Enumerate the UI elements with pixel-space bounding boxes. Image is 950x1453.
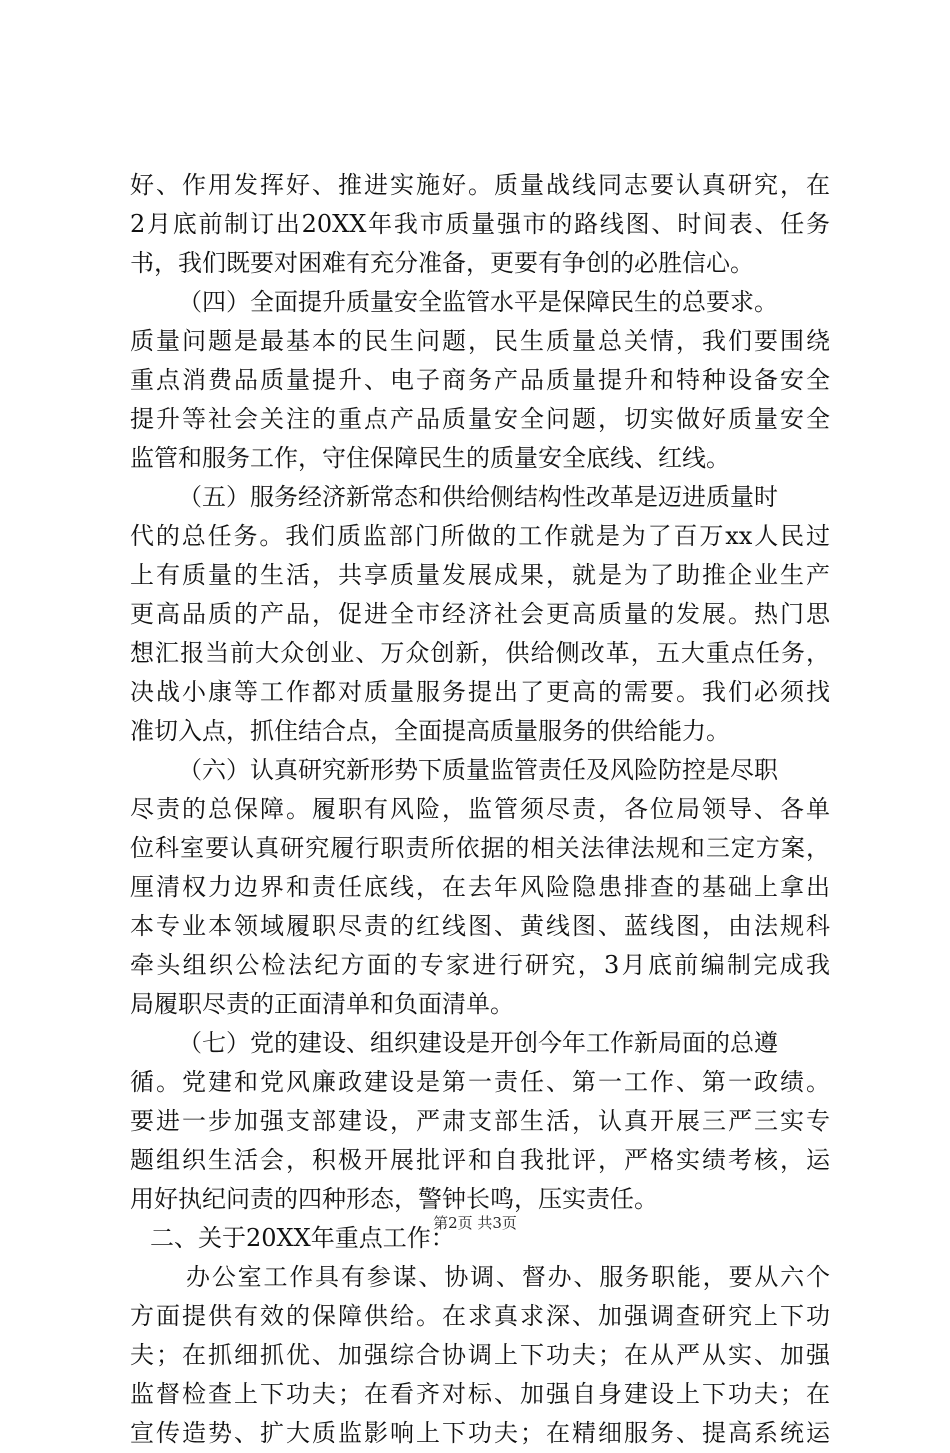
text-line: 监管和服务工作，守住保障民生的质量安全底线、红线。 [130,444,730,472]
text-line: 宣传造势、扩大质监影响上下功夫；在精细服务、提高系统运 [130,1419,830,1447]
text-line: 想汇报当前大众创业、万众创新，供给侧改革，五大重点任务， [130,639,830,667]
document-body [130,166,830,1453]
text-line: （六）认真研究新形势下质量监管责任及风险防控是尽职 [178,756,778,784]
text-line: 办公室工作具有参谋、协调、督办、服务职能，要从六个 [186,1263,830,1291]
text-line: 夫；在抓细抓优、加强综合协调上下功夫；在从严从实、加强 [130,1341,830,1369]
text-line: 厘清权力边界和责任底线，在去年风险隐患排查的基础上拿出 [130,873,830,901]
text-line: 本专业本领域履职尽责的红线图、黄线图、蓝线图，由法规科 [130,912,830,940]
text-line: 准切入点，抓住结合点，全面提高质量服务的供给能力。 [130,717,730,745]
text-line: 牵头组织公检法纪方面的专家进行研究，3月底前编制完成我 [130,951,830,979]
text-line: 重点消费品质量提升、电子商务产品质量提升和特种设备安全 [130,366,830,394]
text-line: 代的总任务。我们质监部门所做的工作就是为了百万xx人民过 [130,522,830,550]
text-line: 好、作用发挥好、推进实施好。质量战线同志要认真研究，在 [130,171,830,199]
text-line: 局履职尽责的正面清单和负面清单。 [130,990,514,1018]
text-line: 用好执纪问责的四种形态，警钟长鸣，压实责任。 [130,1185,658,1213]
text-line: 方面提供有效的保障供给。在求真求深、加强调查研究上下功 [130,1302,830,1330]
text-line: 尽责的总保障。履职有风险，监管须尽责，各位局领导、各单 [130,795,830,823]
text-line: 监督检查上下功夫；在看齐对标、加强自身建设上下功夫；在 [130,1380,830,1408]
text-line: 循。党建和党风廉政建设是第一责任、第一工作、第一政绩。 [130,1068,830,1096]
text-line: （五）服务经济新常态和供给侧结构性改革是迈进质量时 [178,483,778,511]
text-line: 书，我们既要对困难有充分准备，更要有争创的必胜信心。 [130,249,754,277]
text-line: 二、关于20XX年重点工作： [150,1224,455,1252]
text-line: 质量问题是最基本的民生问题，民生质量总关情，我们要围绕 [130,327,830,355]
text-line: （四）全面提升质量安全监管水平是保障民生的总要求。 [178,288,778,316]
text-line: （七）党的建设、组织建设是开创今年工作新局面的总遵 [178,1029,778,1057]
text-line: 决战小康等工作都对质量服务提出了更高的需要。我们必须找 [130,678,830,706]
text-line: 更高品质的产品，促进全市经济社会更高质量的发展。热门思 [130,600,830,628]
text-line: 要进一步加强支部建设，严肃支部生活，认真开展三严三实专 [130,1107,830,1135]
text-line: 2月底前制订出20XX年我市质量强市的路线图、时间表、任务 [130,210,830,238]
page-footer: 第2页 共3页 [433,1214,517,1232]
text-line: 位科室要认真研究履行职责所依据的相关法律法规和三定方案， [130,834,830,862]
text-line: 上有质量的生活，共享质量发展成果，就是为了助推企业生产 [130,561,830,589]
text-line: 提升等社会关注的重点产品质量安全问题，切实做好质量安全 [130,405,830,433]
text-line: 题组织生活会，积极开展批评和自我批评，严格实绩考核，运 [130,1146,830,1174]
